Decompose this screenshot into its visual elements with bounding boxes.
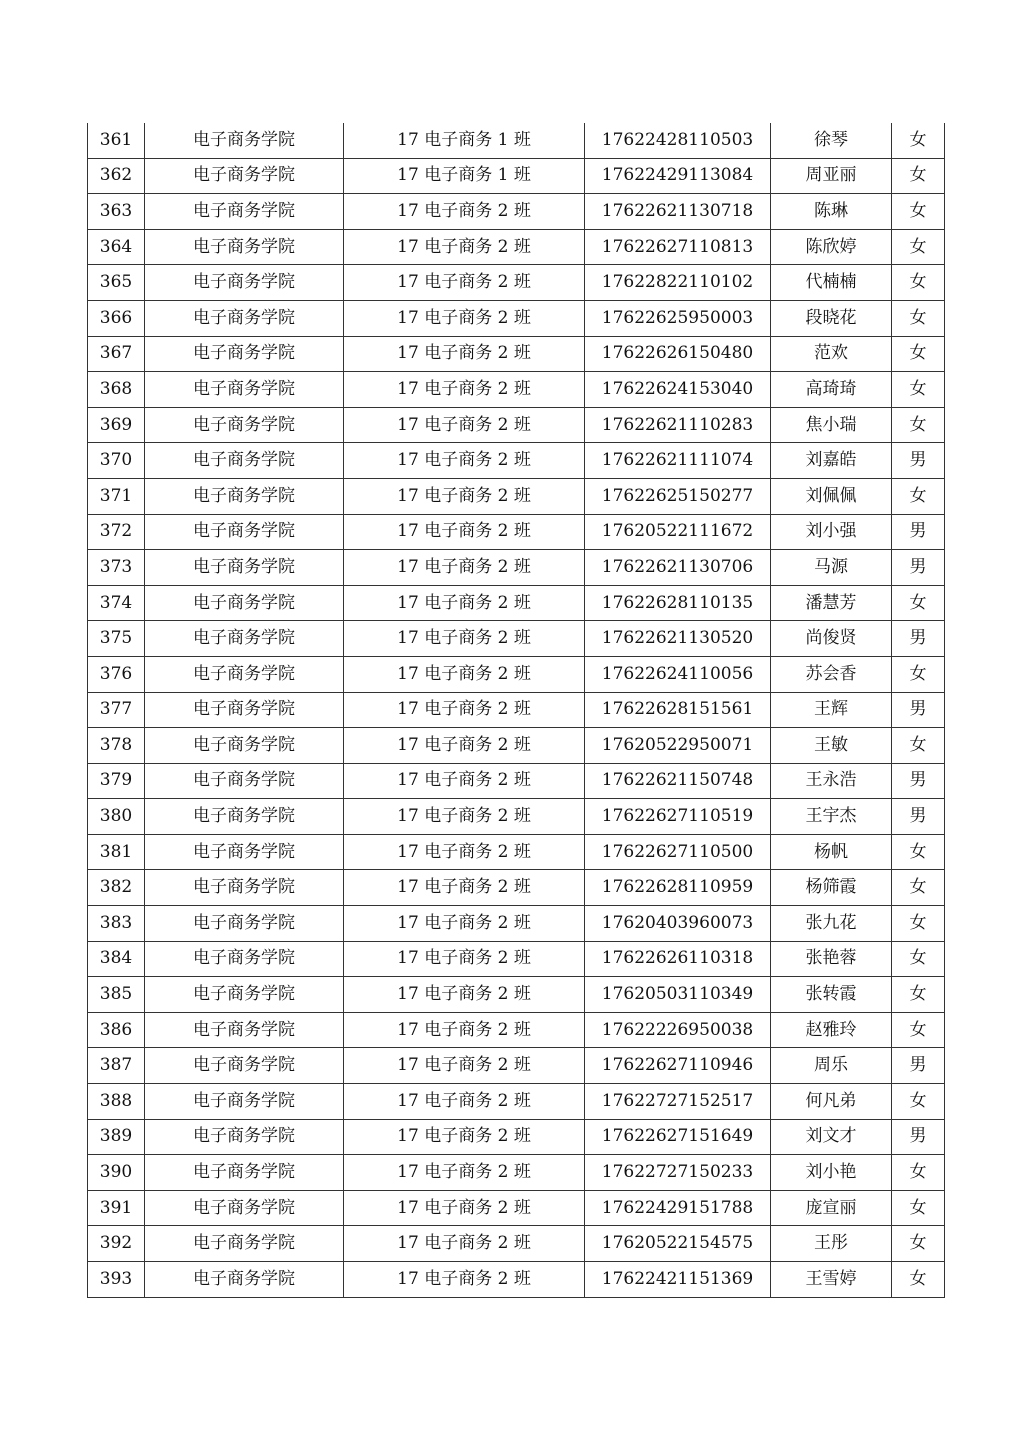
- college-cell: 电子商务学院: [145, 941, 344, 977]
- student-name-cell: 苏会香: [771, 656, 892, 692]
- class-cell: 17 电子商务 2 班: [344, 407, 585, 443]
- row-number-cell: 393: [88, 1262, 145, 1298]
- class-cell: 17 电子商务 2 班: [344, 229, 585, 265]
- table-row: [88, 300, 945, 336]
- student-id-cell: 17622625150277: [585, 478, 771, 514]
- class-cell: 17 电子商务 2 班: [344, 265, 585, 301]
- gender-cell: 女: [892, 300, 945, 336]
- student-id-cell: 17622628110959: [585, 870, 771, 906]
- college-cell: 电子商务学院: [145, 870, 344, 906]
- table-row: [88, 1084, 945, 1120]
- student-name-cell: 陈琳: [771, 194, 892, 230]
- gender-cell: 女: [892, 123, 945, 158]
- student-name-cell: 尚俊贤: [771, 621, 892, 657]
- gender-cell: 男: [892, 1048, 945, 1084]
- row-number-cell: 377: [88, 692, 145, 728]
- table-row: [88, 834, 945, 870]
- college-cell: 电子商务学院: [145, 621, 344, 657]
- college-cell: 电子商务学院: [145, 763, 344, 799]
- table-row: [88, 514, 945, 550]
- class-cell: 17 电子商务 2 班: [344, 585, 585, 621]
- table-row: [88, 1119, 945, 1155]
- gender-cell: 女: [892, 194, 945, 230]
- gender-cell: 女: [892, 585, 945, 621]
- row-number-cell: 379: [88, 763, 145, 799]
- gender-cell: 男: [892, 443, 945, 479]
- college-cell: 电子商务学院: [145, 372, 344, 408]
- table-row: [88, 941, 945, 977]
- student-id-cell: 17622421151369: [585, 1262, 771, 1298]
- row-number-cell: 362: [88, 158, 145, 194]
- student-id-cell: 17622625950003: [585, 300, 771, 336]
- student-name-cell: 潘慧芳: [771, 585, 892, 621]
- college-cell: 电子商务学院: [145, 123, 344, 158]
- college-cell: 电子商务学院: [145, 834, 344, 870]
- student-name-cell: 高琦琦: [771, 372, 892, 408]
- student-id-cell: 17622429151788: [585, 1190, 771, 1226]
- class-cell: 17 电子商务 1 班: [344, 123, 585, 158]
- student-id-cell: 17622621110283: [585, 407, 771, 443]
- gender-cell: 男: [892, 799, 945, 835]
- college-cell: 电子商务学院: [145, 158, 344, 194]
- class-cell: 17 电子商务 2 班: [344, 1048, 585, 1084]
- class-cell: 17 电子商务 1 班: [344, 158, 585, 194]
- gender-cell: 男: [892, 550, 945, 586]
- row-number-cell: 388: [88, 1084, 145, 1120]
- college-cell: 电子商务学院: [145, 728, 344, 764]
- student-id-cell: 17622226950038: [585, 1012, 771, 1048]
- table-row: [88, 728, 945, 764]
- college-cell: 电子商务学院: [145, 478, 344, 514]
- class-cell: 17 电子商务 2 班: [344, 834, 585, 870]
- row-number-cell: 372: [88, 514, 145, 550]
- class-cell: 17 电子商务 2 班: [344, 763, 585, 799]
- student-name-cell: 张九花: [771, 906, 892, 942]
- student-id-cell: 17622727152517: [585, 1084, 771, 1120]
- class-cell: 17 电子商务 2 班: [344, 514, 585, 550]
- row-number-cell: 369: [88, 407, 145, 443]
- gender-cell: 女: [892, 1190, 945, 1226]
- row-number-cell: 364: [88, 229, 145, 265]
- class-cell: 17 电子商务 2 班: [344, 692, 585, 728]
- college-cell: 电子商务学院: [145, 692, 344, 728]
- college-cell: 电子商务学院: [145, 336, 344, 372]
- student-id-cell: 17622624110056: [585, 656, 771, 692]
- student-name-cell: 何凡弟: [771, 1084, 892, 1120]
- college-cell: 电子商务学院: [145, 300, 344, 336]
- table-row: [88, 229, 945, 265]
- gender-cell: 女: [892, 977, 945, 1013]
- gender-cell: 女: [892, 372, 945, 408]
- student-id-cell: 17620522111672: [585, 514, 771, 550]
- student-name-cell: 赵雅玲: [771, 1012, 892, 1048]
- row-number-cell: 363: [88, 194, 145, 230]
- student-id-cell: 17622621130706: [585, 550, 771, 586]
- student-name-cell: 王宇杰: [771, 799, 892, 835]
- table-row: [88, 123, 945, 158]
- student-id-cell: 17622627110813: [585, 229, 771, 265]
- row-number-cell: 368: [88, 372, 145, 408]
- table-row: [88, 265, 945, 301]
- student-name-cell: 马源: [771, 550, 892, 586]
- student-name-cell: 段晓花: [771, 300, 892, 336]
- college-cell: 电子商务学院: [145, 977, 344, 1013]
- class-cell: 17 电子商务 2 班: [344, 656, 585, 692]
- gender-cell: 女: [892, 1226, 945, 1262]
- student-id-cell: 17622621130520: [585, 621, 771, 657]
- college-cell: 电子商务学院: [145, 656, 344, 692]
- row-number-cell: 361: [88, 123, 145, 158]
- class-cell: 17 电子商务 2 班: [344, 870, 585, 906]
- class-cell: 17 电子商务 2 班: [344, 728, 585, 764]
- student-id-cell: 17622628110135: [585, 585, 771, 621]
- student-id-cell: 17620403960073: [585, 906, 771, 942]
- student-id-cell: 17622627110519: [585, 799, 771, 835]
- row-number-cell: 385: [88, 977, 145, 1013]
- table-row: [88, 1155, 945, 1191]
- row-number-cell: 383: [88, 906, 145, 942]
- class-cell: 17 电子商务 2 班: [344, 1190, 585, 1226]
- table-row: [88, 1262, 945, 1298]
- table-row: [88, 336, 945, 372]
- student-name-cell: 王彤: [771, 1226, 892, 1262]
- table-row: [88, 478, 945, 514]
- college-cell: 电子商务学院: [145, 1012, 344, 1048]
- college-cell: 电子商务学院: [145, 1190, 344, 1226]
- student-name-cell: 刘文才: [771, 1119, 892, 1155]
- gender-cell: 女: [892, 1084, 945, 1120]
- college-cell: 电子商务学院: [145, 1226, 344, 1262]
- row-number-cell: 374: [88, 585, 145, 621]
- student-name-cell: 王辉: [771, 692, 892, 728]
- table-row: [88, 692, 945, 728]
- college-cell: 电子商务学院: [145, 514, 344, 550]
- gender-cell: 女: [892, 870, 945, 906]
- student-name-cell: 张转霞: [771, 977, 892, 1013]
- row-number-cell: 376: [88, 656, 145, 692]
- class-cell: 17 电子商务 2 班: [344, 478, 585, 514]
- student-name-cell: 王雪婷: [771, 1262, 892, 1298]
- class-cell: 17 电子商务 2 班: [344, 941, 585, 977]
- student-id-cell: 17622621111074: [585, 443, 771, 479]
- table-row: [88, 194, 945, 230]
- gender-cell: 男: [892, 692, 945, 728]
- row-number-cell: 382: [88, 870, 145, 906]
- college-cell: 电子商务学院: [145, 1084, 344, 1120]
- student-name-cell: 焦小瑞: [771, 407, 892, 443]
- class-cell: 17 电子商务 2 班: [344, 443, 585, 479]
- class-cell: 17 电子商务 2 班: [344, 1226, 585, 1262]
- gender-cell: 男: [892, 621, 945, 657]
- gender-cell: 女: [892, 478, 945, 514]
- student-id-cell: 17622627110500: [585, 834, 771, 870]
- student-name-cell: 王永浩: [771, 763, 892, 799]
- gender-cell: 男: [892, 1119, 945, 1155]
- student-id-cell: 17622627110946: [585, 1048, 771, 1084]
- class-cell: 17 电子商务 2 班: [344, 336, 585, 372]
- student-id-cell: 17620522154575: [585, 1226, 771, 1262]
- row-number-cell: 384: [88, 941, 145, 977]
- college-cell: 电子商务学院: [145, 799, 344, 835]
- student-name-cell: 陈欣婷: [771, 229, 892, 265]
- table-row: [88, 407, 945, 443]
- student-id-cell: 17620522950071: [585, 728, 771, 764]
- class-cell: 17 电子商务 2 班: [344, 799, 585, 835]
- row-number-cell: 365: [88, 265, 145, 301]
- college-cell: 电子商务学院: [145, 1048, 344, 1084]
- row-number-cell: 367: [88, 336, 145, 372]
- class-cell: 17 电子商务 2 班: [344, 300, 585, 336]
- student-id-cell: 17622429113084: [585, 158, 771, 194]
- table-row: [88, 621, 945, 657]
- student-name-cell: 张艳蓉: [771, 941, 892, 977]
- gender-cell: 女: [892, 1155, 945, 1191]
- college-cell: 电子商务学院: [145, 407, 344, 443]
- row-number-cell: 391: [88, 1190, 145, 1226]
- table-row: [88, 1048, 945, 1084]
- table-row: [88, 372, 945, 408]
- student-id-cell: 17622626110318: [585, 941, 771, 977]
- table-row: [88, 1190, 945, 1226]
- class-cell: 17 电子商务 2 班: [344, 906, 585, 942]
- gender-cell: 女: [892, 834, 945, 870]
- row-number-cell: 366: [88, 300, 145, 336]
- student-name-cell: 庞宣丽: [771, 1190, 892, 1226]
- table-row: [88, 158, 945, 194]
- row-number-cell: 371: [88, 478, 145, 514]
- class-cell: 17 电子商务 2 班: [344, 194, 585, 230]
- row-number-cell: 386: [88, 1012, 145, 1048]
- student-name-cell: 周乐: [771, 1048, 892, 1084]
- row-number-cell: 381: [88, 834, 145, 870]
- gender-cell: 女: [892, 906, 945, 942]
- class-cell: 17 电子商务 2 班: [344, 977, 585, 1013]
- class-cell: 17 电子商务 2 班: [344, 372, 585, 408]
- gender-cell: 女: [892, 229, 945, 265]
- student-id-cell: 17622626150480: [585, 336, 771, 372]
- gender-cell: 男: [892, 514, 945, 550]
- row-number-cell: 389: [88, 1119, 145, 1155]
- row-number-cell: 392: [88, 1226, 145, 1262]
- student-name-cell: 刘佩佩: [771, 478, 892, 514]
- row-number-cell: 380: [88, 799, 145, 835]
- row-number-cell: 390: [88, 1155, 145, 1191]
- gender-cell: 女: [892, 407, 945, 443]
- college-cell: 电子商务学院: [145, 265, 344, 301]
- student-id-cell: 17622727150233: [585, 1155, 771, 1191]
- table-row: [88, 906, 945, 942]
- student-id-cell: 17622822110102: [585, 265, 771, 301]
- row-number-cell: 387: [88, 1048, 145, 1084]
- gender-cell: 女: [892, 158, 945, 194]
- college-cell: 电子商务学院: [145, 1155, 344, 1191]
- student-id-cell: 17622428110503: [585, 123, 771, 158]
- table-row: [88, 443, 945, 479]
- table-row: [88, 977, 945, 1013]
- gender-cell: 女: [892, 656, 945, 692]
- student-id-cell: 17622627151649: [585, 1119, 771, 1155]
- student-name-cell: 周亚丽: [771, 158, 892, 194]
- table-row: [88, 585, 945, 621]
- college-cell: 电子商务学院: [145, 443, 344, 479]
- gender-cell: 女: [892, 941, 945, 977]
- gender-cell: 男: [892, 763, 945, 799]
- gender-cell: 女: [892, 1262, 945, 1298]
- college-cell: 电子商务学院: [145, 229, 344, 265]
- student-name-cell: 刘嘉皓: [771, 443, 892, 479]
- student-id-cell: 17622624153040: [585, 372, 771, 408]
- student-roster-table: [87, 123, 945, 1298]
- class-cell: 17 电子商务 2 班: [344, 1012, 585, 1048]
- gender-cell: 女: [892, 1012, 945, 1048]
- class-cell: 17 电子商务 2 班: [344, 1155, 585, 1191]
- row-number-cell: 373: [88, 550, 145, 586]
- student-name-cell: 杨帆: [771, 834, 892, 870]
- college-cell: 电子商务学院: [145, 550, 344, 586]
- table-row: [88, 763, 945, 799]
- college-cell: 电子商务学院: [145, 906, 344, 942]
- college-cell: 电子商务学院: [145, 194, 344, 230]
- student-id-cell: 17622621150748: [585, 763, 771, 799]
- table-row: [88, 656, 945, 692]
- student-name-cell: 杨筛霞: [771, 870, 892, 906]
- student-name-cell: 代楠楠: [771, 265, 892, 301]
- class-cell: 17 电子商务 2 班: [344, 1084, 585, 1120]
- gender-cell: 女: [892, 265, 945, 301]
- college-cell: 电子商务学院: [145, 1262, 344, 1298]
- table-row: [88, 1226, 945, 1262]
- table-row: [88, 1012, 945, 1048]
- student-name-cell: 范欢: [771, 336, 892, 372]
- student-name-cell: 王敏: [771, 728, 892, 764]
- student-name-cell: 刘小艳: [771, 1155, 892, 1191]
- table-row: [88, 799, 945, 835]
- roster-table-body: [88, 123, 945, 1297]
- class-cell: 17 电子商务 2 班: [344, 1119, 585, 1155]
- student-id-cell: 17622621130718: [585, 194, 771, 230]
- college-cell: 电子商务学院: [145, 585, 344, 621]
- row-number-cell: 370: [88, 443, 145, 479]
- student-name-cell: 刘小强: [771, 514, 892, 550]
- college-cell: 电子商务学院: [145, 1119, 344, 1155]
- class-cell: 17 电子商务 2 班: [344, 550, 585, 586]
- gender-cell: 女: [892, 336, 945, 372]
- student-id-cell: 17620503110349: [585, 977, 771, 1013]
- row-number-cell: 378: [88, 728, 145, 764]
- class-cell: 17 电子商务 2 班: [344, 1262, 585, 1298]
- table-row: [88, 550, 945, 586]
- table-row: [88, 870, 945, 906]
- student-id-cell: 17622628151561: [585, 692, 771, 728]
- row-number-cell: 375: [88, 621, 145, 657]
- student-name-cell: 徐琴: [771, 123, 892, 158]
- gender-cell: 女: [892, 728, 945, 764]
- class-cell: 17 电子商务 2 班: [344, 621, 585, 657]
